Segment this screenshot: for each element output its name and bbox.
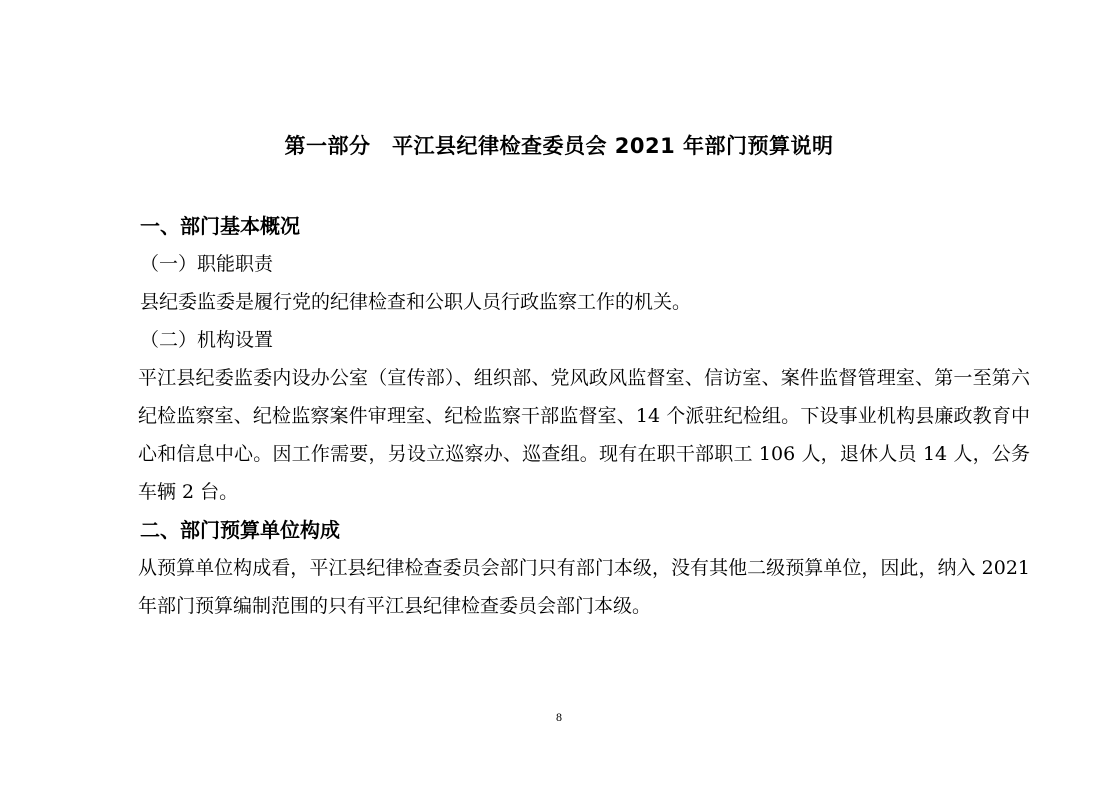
page-number: 8	[556, 710, 562, 724]
paragraph-organization: 平江县纪委监委内设办公室（宣传部）、组织部、党风政风监督室、信访室、案件监督管理室、第一至第六纪检监察室、纪检监察案件审理室、纪检监察干部监督室、14 个派驻纪检组。下设事业机构县廉政教育中心和信息中心。因工作需要，另设立巡察办、巡查组。现有在职干部职工 106 人，退休人员 14 人，公务车辆 2 台。	[138, 367, 1030, 503]
paragraph-budget-units: 从预算单位构成看，平江县纪律检查委员会部门只有部门本级，没有其他二级预算单位，因此，纳入 2021 年部门预算编制范围的只有平江县纪律检查委员会部门本级。	[138, 557, 1030, 617]
section-heading-basic-overview: 一、部门基本概况	[140, 214, 300, 238]
paragraph-functions: 县纪委监委是履行党的纪律检查和公职人员行政监察工作的机关。	[140, 291, 692, 313]
document-body	[140, 207, 1030, 625]
subsection-heading-functions: （一）职能职责	[140, 253, 274, 275]
subsection-heading-organization: （二）机构设置	[140, 329, 274, 351]
document-title: 第一部分 平江县纪律检查委员会 2021 年部门预算说明	[284, 134, 834, 158]
section-heading-budget-units: 二、部门预算单位构成	[140, 518, 340, 542]
